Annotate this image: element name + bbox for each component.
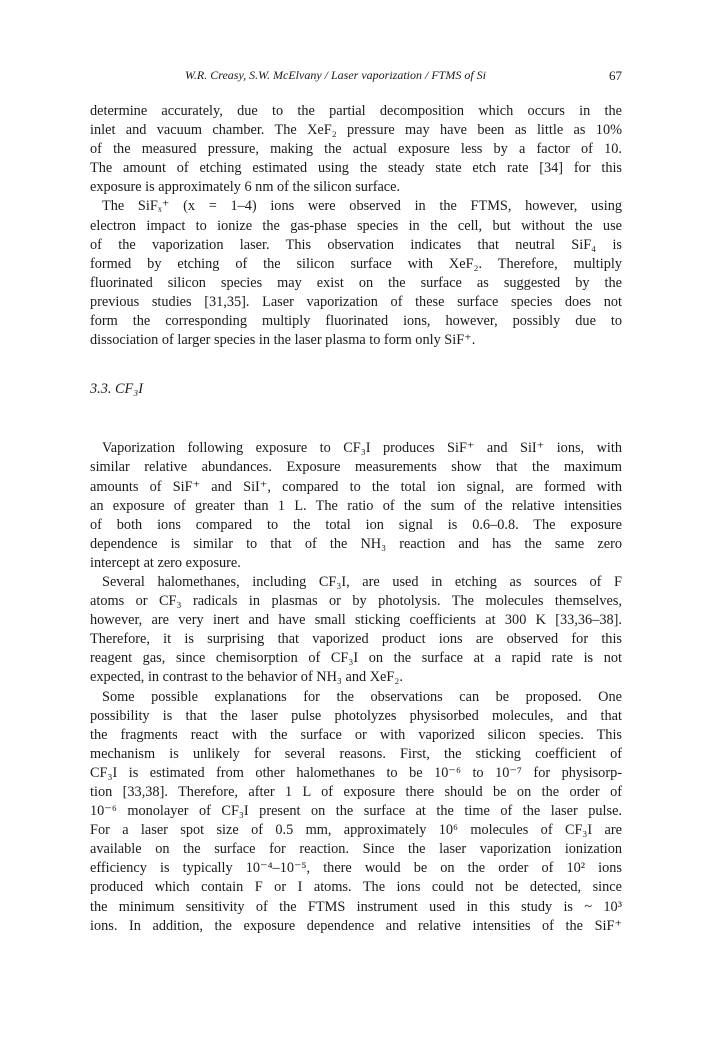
text-line: amounts of SiF⁺ and SiI⁺, compared to the total ion signal, are formed with	[90, 478, 622, 495]
text-line: dependence is similar to that of the NH₃ reaction and has the same zero	[90, 535, 622, 552]
text-line: Several halomethanes, including CF₃I, are used in etching as sources of F	[102, 573, 622, 590]
text-line: inlet and vacuum chamber. The XeF₂ pressure may have been as little as 10%	[90, 122, 622, 139]
text-line: of the vaporization laser. This observation indicates that neutral SiF₄ is	[90, 236, 622, 253]
text-line: electron impact to ionize the gas-phase species in the cell, but without the use	[90, 217, 622, 234]
text-line: formed by etching of the silicon surface with XeF₂. Therefore, multiply	[90, 255, 622, 272]
text-line: atoms or CF₃ radicals in plasmas or by photolysis. The molecules themselves,	[90, 593, 622, 610]
paragraph-2	[90, 197, 622, 350]
text-line: The amount of etching estimated using the steady state etch rate [34] for this	[90, 160, 622, 177]
paragraph-5	[90, 688, 622, 936]
paragraph-3	[90, 439, 622, 573]
page-number: 67	[609, 68, 622, 83]
text-line: determine accurately, due to the partial decomposition which occurs in the	[90, 103, 622, 119]
text-line: expected, in contrast to the behavior of NH₃ and XeF₂.	[90, 669, 403, 686]
text-line: efficiency is typically 10⁻⁴–10⁻⁵, there would be on the order of 10² ions	[90, 860, 622, 877]
text-line: For a laser spot size of 0.5 mm, approximately 10⁶ molecules of CF₃I are	[90, 822, 622, 839]
text-line: an exposure of greater than 1 L. The ratio of the sum of the relative intensities	[90, 497, 622, 514]
text-line: exposure is approximately 6 nm of the silicon surface.	[90, 179, 401, 196]
text-line: the minimum sensitivity of the FTMS instrument used in this study is ~ 10³	[90, 898, 622, 915]
body-text	[90, 102, 622, 936]
text-line: previous studies [31,35]. Laser vaporization of these surface species does not	[90, 293, 622, 310]
text-line: reagent gas, since chemisorption of CF₃I on the surface at a rapid rate is not	[90, 650, 622, 667]
text-line: intercept at zero exposure.	[90, 554, 241, 571]
text-line: the fragments react with the surface or with vaporized silicon species. This	[90, 726, 622, 743]
text-line: dissociation of larger species in the laser plasma to form only SiF⁺.	[90, 332, 476, 349]
text-line: similar relative abundances. Exposure measurements show that the maximum	[90, 459, 622, 476]
text-line: of both ions compared to the total ion signal is 0.6–0.8. The exposure	[90, 516, 622, 533]
text-line: tion [33,38]. Therefore, after 1 L of exposure there should be on the order of	[90, 784, 622, 800]
text-line: available on the surface for reaction. Since the laser vaporization ionization	[90, 841, 622, 858]
text-line: Therefore, it is surprising that vaporized product ions are observed for this	[90, 631, 622, 648]
text-line: produced which contain F or I atoms. The ions could not be detected, since	[90, 879, 622, 896]
text-line: The SiFₓ⁺ (x = 1–4) ions were observed in the FTMS, however, using	[102, 198, 622, 215]
text-line: mechanism is unlikely for several reasons. First, the sticking coefficient of	[90, 745, 622, 762]
running-head-title: W.R. Creasy, S.W. McElvany / Laser vaporization / FTMS of Si	[185, 68, 486, 82]
text-line: Some possible explanations for the observations can be proposed. One	[102, 688, 622, 705]
paragraph-1	[90, 102, 622, 197]
text-line: form the corresponding multiply fluorinated ions, however, possibly due to	[90, 313, 622, 330]
paragraph-4	[90, 573, 622, 688]
text-line: 10⁻⁶ monolayer of CF₃I present on the surface at the time of the laser pulse.	[90, 803, 622, 820]
text-line: Vaporization following exposure to CF₃I produces SiF⁺ and SiI⁺ ions, with	[102, 440, 622, 457]
text-line: of the measured pressure, making the actual exposure less by a factor of 10.	[90, 141, 622, 158]
text-line: ions. In addition, the exposure dependence and relative intensities of the SiF⁺	[90, 917, 622, 934]
section-heading: 3.3. CF₃I	[90, 381, 144, 398]
text-line: however, are very inert and have small sticking coefficients at 300 K [33,36–38].	[90, 612, 622, 629]
text-line: CF₃I is estimated from other halomethanes to be 10⁻⁶ to 10⁻⁷ for physisorp-	[90, 764, 622, 781]
text-line: fluorinated silicon species may exist on the surface as suggested by the	[90, 274, 622, 291]
text-line: possibility is that the laser pulse photolyzes physisorbed molecules, and that	[90, 707, 622, 724]
